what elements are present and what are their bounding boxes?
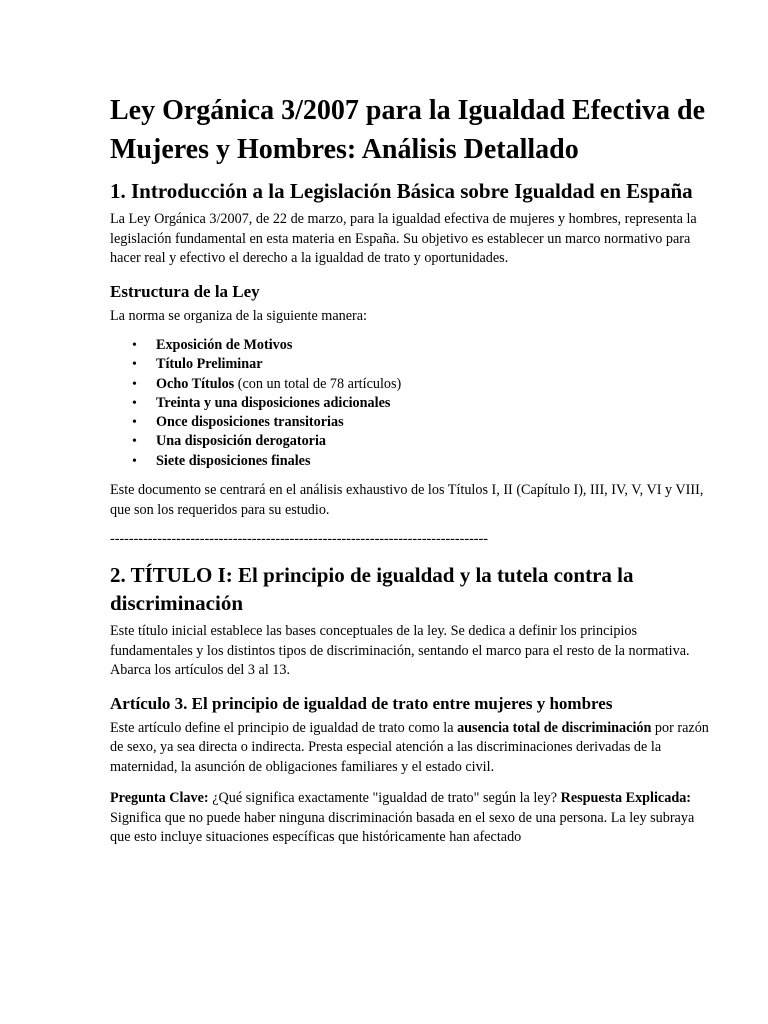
list-item	[132, 413, 718, 432]
answer-text: Significa que no puede haber ninguna discriminación basada en el sexo de una persona. La ley subraya que esto incluye situaciones específicas que históricamente han afectado	[110, 809, 695, 846]
list-item-bold: Siete disposiciones finales	[156, 452, 311, 469]
article-3-heading: Artículo 3. El principio de igualdad de trato entre mujeres y hombres	[110, 693, 613, 713]
bullet-icon: •	[132, 338, 137, 353]
list-item	[132, 432, 718, 451]
section-1-paragraph: La Ley Orgánica 3/2007, de 22 de marzo, para la igualdad efectiva de mujeres y hombres, representa la legislación fundamental en esta materia en España. Su objetivo es establecer un marco normativo para hacer real y efectivo el derecho a la igualdad de trato y oportunidades.	[110, 211, 697, 266]
section-2-paragraph: Este título inicial establece las bases conceptuales de la ley. Se dedica a definir los principios fundamentales y los distintos tipos de discriminación, sentando el marco para el resto de la normativa. Abarca los artículos del 3 al 13.	[110, 623, 690, 679]
section-divider: --------------------------------------------------------------------------------	[110, 531, 488, 548]
list-item-bold: Título Preliminar	[156, 356, 263, 373]
list-item	[132, 452, 718, 471]
bullet-icon: •	[132, 453, 137, 469]
list-item-bold: Treinta y una disposiciones adicionales	[156, 394, 391, 411]
answer-label: Respuesta Explicada:	[560, 790, 692, 807]
section-1-heading: 1. Introducción a la Legislación Básica sobre Igualdad en España	[110, 179, 693, 203]
list-item-bold: Una disposición derogatoria	[156, 433, 327, 450]
bullet-icon: •	[132, 357, 137, 373]
article-3-text: Este artículo define el principio de igualdad de trato como la	[110, 719, 458, 736]
list-item	[132, 336, 718, 355]
list-item-bold: Ocho Títulos	[156, 375, 235, 392]
article-3-emphasis: ausencia total de discriminación	[457, 719, 652, 736]
section-2-heading: 2. TÍTULO I: El principio de igualdad y la tutela contra la discriminación	[110, 563, 634, 616]
structure-heading: Estructura de la Ley	[110, 281, 260, 301]
article-3-paragraph	[110, 719, 718, 778]
bullet-icon: •	[132, 434, 137, 450]
list-item	[132, 355, 718, 374]
section-1-closing: Este documento se centrará en el análisis exhaustivo de los Títulos I, II (Capítulo I), III, IV, V, VI y VIII, que son los requeridos para su estudio.	[110, 482, 704, 518]
bullet-icon: •	[132, 395, 137, 411]
list-item-bold: Exposición de Motivos	[156, 337, 293, 353]
bullet-icon: •	[132, 376, 137, 392]
question-text: ¿Qué significa exactamente "igualdad de trato" según la ley?	[208, 790, 561, 807]
structure-list	[110, 336, 718, 471]
bullet-icon: •	[132, 415, 137, 431]
list-item-bold: Once disposiciones transitorias	[156, 414, 344, 431]
list-item	[132, 375, 718, 394]
key-question-paragraph	[110, 789, 718, 848]
document-title: Ley Orgánica 3/2007 para la Igualdad Efectiva de Mujeres y Hombres: Análisis Detallado	[110, 95, 705, 165]
list-item-text: (con un total de 78 artículos)	[234, 375, 402, 392]
list-item	[132, 394, 718, 413]
question-label: Pregunta Clave:	[110, 790, 209, 807]
structure-intro: La norma se organiza de la siguiente manera:	[110, 307, 367, 324]
article-3-text-rest: por razón de sexo, ya sea directa o indirecta. Presta especial atención a las discriminaciones derivadas de la maternidad, la asunción de obligaciones familiares y el estado civil.	[110, 719, 709, 775]
